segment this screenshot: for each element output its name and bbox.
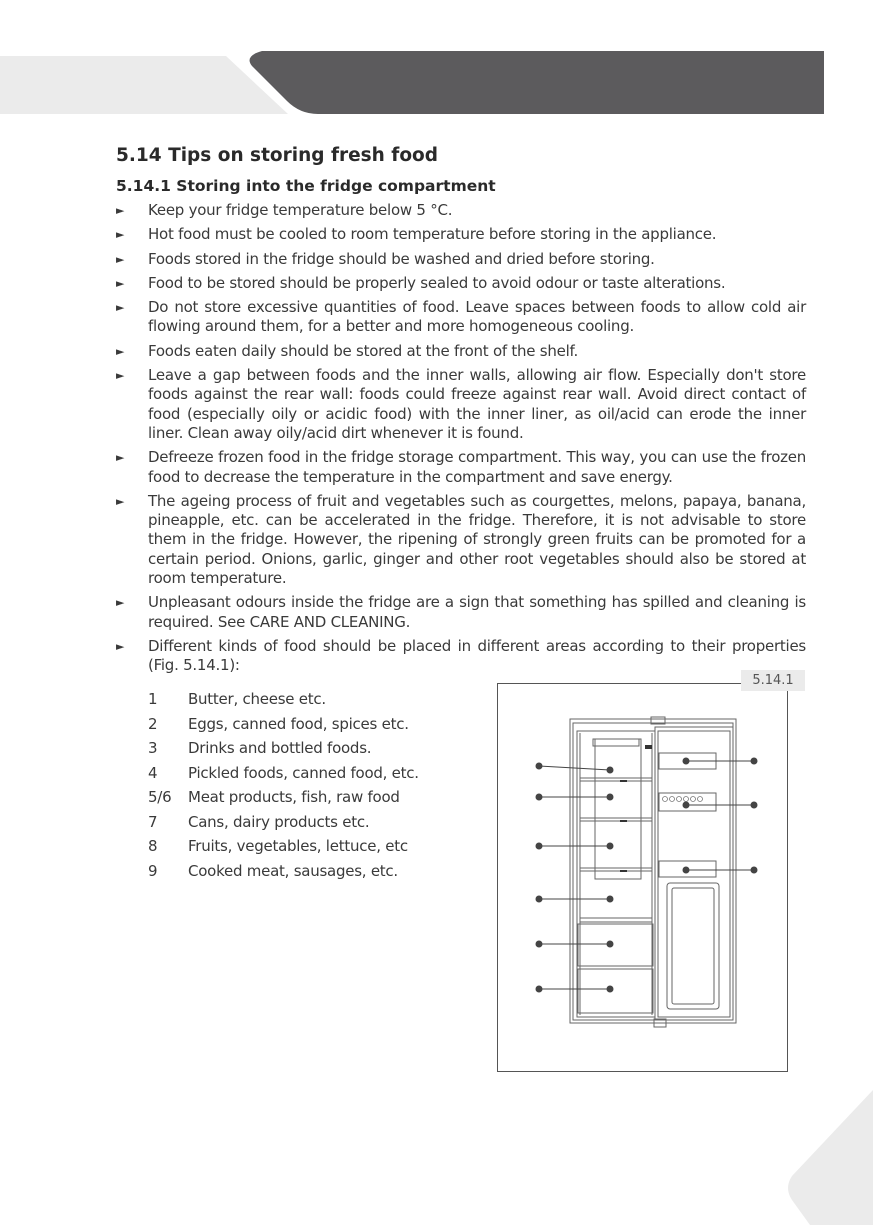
tips-list xyxy=(116,201,806,681)
subsection-title: 5.14.1 Storing into the fridge compartment xyxy=(116,177,496,195)
tip-text: Foods eaten daily should be stored at the front of the shelf. xyxy=(148,341,578,360)
legend-number: 5/6 xyxy=(148,788,172,807)
control-panel xyxy=(645,745,652,749)
callout-dot xyxy=(607,986,613,992)
tip-text: Defreeze frozen food in the fridge storage compartment. This way, you can use the frozen food to decrease the temperature in the compartment and save energy. xyxy=(148,448,806,486)
legend-text: Cans, dairy products etc. xyxy=(188,812,370,831)
legend-number: 4 xyxy=(148,763,158,782)
tip-text: Food to be stored should be properly sealed to avoid odour or taste alterations. xyxy=(148,273,726,292)
legend-item xyxy=(148,687,478,712)
legend-number: 8 xyxy=(148,837,158,856)
callout-dot xyxy=(751,802,757,808)
callout-dot xyxy=(683,802,689,808)
section-title: 5.14 Tips on storing fresh food xyxy=(116,145,438,166)
tip-text: The ageing process of fruit and vegetables such as courgettes, melons, papaya, banana, pineapple, etc. can be accelerated in the fridge. Therefore, it is not advisable to store them in the fridge. However, the ripening of strongly green fruits can be promoted for a certain period. Onions, garlic, ginger and other root vegetables should also be stored at room temperature. xyxy=(148,491,806,588)
header-band xyxy=(0,0,873,120)
callout-dot xyxy=(607,941,613,947)
bullet-icon: ► xyxy=(116,301,125,315)
legend-item xyxy=(148,834,478,859)
legend-number: 7 xyxy=(148,812,158,831)
callout-dot xyxy=(536,763,542,769)
tip-text: Hot food must be cooled to room temperature before storing in the appliance. xyxy=(148,225,717,244)
shelf-handle xyxy=(620,820,627,822)
legend-item xyxy=(148,712,478,737)
food-legend xyxy=(148,687,478,883)
callout-dot xyxy=(683,867,689,873)
tip-item xyxy=(116,637,806,676)
bullet-icon: ► xyxy=(116,639,125,653)
door-panel xyxy=(667,883,719,1009)
crisper-drawer-lower xyxy=(578,969,653,1013)
tip-item xyxy=(116,298,806,337)
legend-text: Eggs, canned food, spices etc. xyxy=(188,714,409,733)
crisper-drawer-upper xyxy=(578,924,653,966)
legend-item xyxy=(148,785,478,810)
tip-item xyxy=(116,250,806,269)
legend-number: 2 xyxy=(148,714,158,733)
door-panel-inner xyxy=(672,888,714,1004)
shelf-front xyxy=(595,739,641,879)
callout-dot xyxy=(607,794,613,800)
legend-item xyxy=(148,859,478,884)
shelf-handle xyxy=(620,870,627,872)
callout-dot xyxy=(536,986,542,992)
callout-dot xyxy=(536,843,542,849)
legend-item xyxy=(148,810,478,835)
fridge-compartment xyxy=(577,731,655,1017)
callout-dot xyxy=(607,843,613,849)
figure-label: 5.14.1 xyxy=(741,670,805,691)
callout-dot xyxy=(607,767,613,773)
legend-item xyxy=(148,736,478,761)
legend-text: Meat products, fish, raw food xyxy=(188,788,400,807)
callout-dot xyxy=(607,896,613,902)
tip-item xyxy=(116,342,806,361)
bullet-icon: ► xyxy=(116,369,125,383)
legend-text: Cooked meat, sausages, etc. xyxy=(188,861,398,880)
tip-text: Leave a gap between foods and the inner walls, allowing air flow. Especially don't store foods against the rear wall: foods could freeze against rear wall. Avoid direct contact of food (especially oily or acidic food) with the inner liner, as oil/acid can erode the inner liner. Clean away oily/acid dirt whenever it is found. xyxy=(148,366,806,442)
tip-item xyxy=(116,201,806,220)
bullet-icon: ► xyxy=(116,494,125,508)
bullet-icon: ► xyxy=(116,252,125,266)
callout-dot xyxy=(536,794,542,800)
tip-text: Do not store excessive quantities of food. Leave spaces between foods to allow cold air flowing around them, for a better and more homogeneous cooling. xyxy=(148,298,806,336)
legend-text: Drinks and bottled foods. xyxy=(188,739,372,758)
header-dark-shape xyxy=(250,51,824,114)
bullet-icon: ► xyxy=(116,596,125,610)
tip-item xyxy=(116,448,806,487)
bullet-icon: ► xyxy=(116,228,125,242)
tip-item xyxy=(116,366,806,443)
legend-text: Butter, cheese etc. xyxy=(188,690,326,709)
fridge-diagram xyxy=(497,683,786,1070)
legend-item xyxy=(148,761,478,786)
tip-item xyxy=(116,225,806,244)
legend-text: Fruits, vegetables, lettuce, etc xyxy=(188,837,408,856)
legend-text: Pickled foods, canned food, etc. xyxy=(188,763,419,782)
callout-line xyxy=(539,766,610,770)
legend-number: 9 xyxy=(148,861,158,880)
tip-text: Keep your fridge temperature below 5 °C. xyxy=(148,201,453,219)
tip-item xyxy=(116,274,806,293)
corner-decoration xyxy=(770,1080,873,1225)
callout-dot xyxy=(536,896,542,902)
header-light-shape xyxy=(0,56,288,114)
tip-item xyxy=(116,593,806,632)
top-light-panel xyxy=(593,739,639,746)
callout-dot xyxy=(751,758,757,764)
callout-dot xyxy=(536,941,542,947)
tip-text: Foods stored in the fridge should be washed and dried before storing. xyxy=(148,249,655,268)
tip-text: Unpleasant odours inside the fridge are a sign that something has spilled and cleaning is required. See CARE AND CLEANING. xyxy=(148,593,806,631)
bullet-icon: ► xyxy=(116,451,125,465)
tip-item xyxy=(116,492,806,588)
bullet-icon: ► xyxy=(116,344,125,358)
bullet-icon: ► xyxy=(116,276,125,290)
shelf-handle xyxy=(620,780,627,782)
egg-tray xyxy=(663,797,703,802)
shelf xyxy=(580,918,652,922)
tip-text: Different kinds of food should be placed in different areas according to their properties (Fig. 5.14.1): xyxy=(148,636,806,675)
callout-dot xyxy=(751,867,757,873)
callout-dot xyxy=(683,758,689,764)
legend-number: 1 xyxy=(148,690,158,709)
legend-number: 3 xyxy=(148,739,158,758)
bullet-icon: ► xyxy=(116,204,125,217)
